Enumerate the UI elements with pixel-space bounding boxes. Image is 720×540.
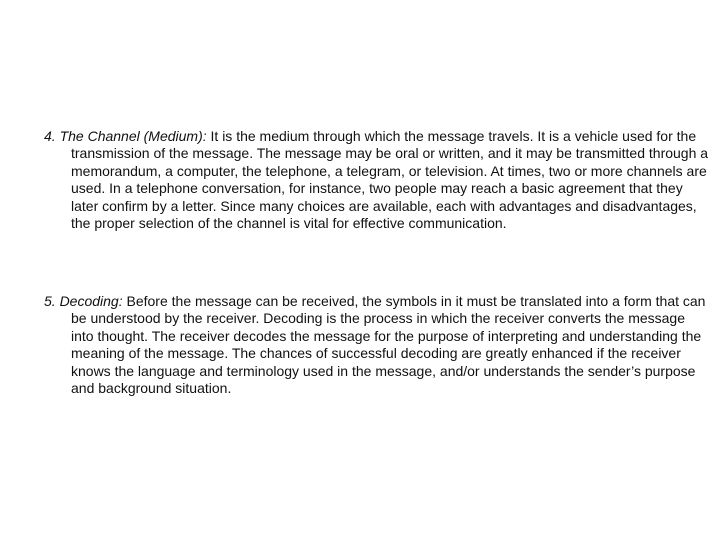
- channel-heading: 4. The Channel (Medium):: [44, 128, 207, 144]
- decoding-body: Before the message can be received, the symbols in it must be translated into a form that can be understood by the receiver. Decoding is the process in which the receiver converts the message into thought. The receiver decodes the message for the purpose of interpreting and understanding the meaning of the message. The chances of successful decoding are greatly enhanced if the receiver knows the language and terminology used in the message, and/or understands the sender’s purpose and background situation.: [71, 293, 706, 397]
- channel-body: It is the medium through which the message travels. It is a vehicle used for the transmission of the message. The message may be oral or written, and it may be transmitted through a memorandum, a computer, the telephone, a telegram, or television. At times, two or more channels are used. In a telephone conversation, for instance, two people may reach a basic agreement that they later confirm by a letter. Since many choices are available, each with advantages and disadvantages, the proper selection of the channel is vital for effective communication.: [71, 128, 709, 232]
- point-channel: [44, 128, 711, 232]
- decoding-heading: 5. Decoding:: [44, 293, 123, 309]
- point-decoding: [44, 293, 711, 397]
